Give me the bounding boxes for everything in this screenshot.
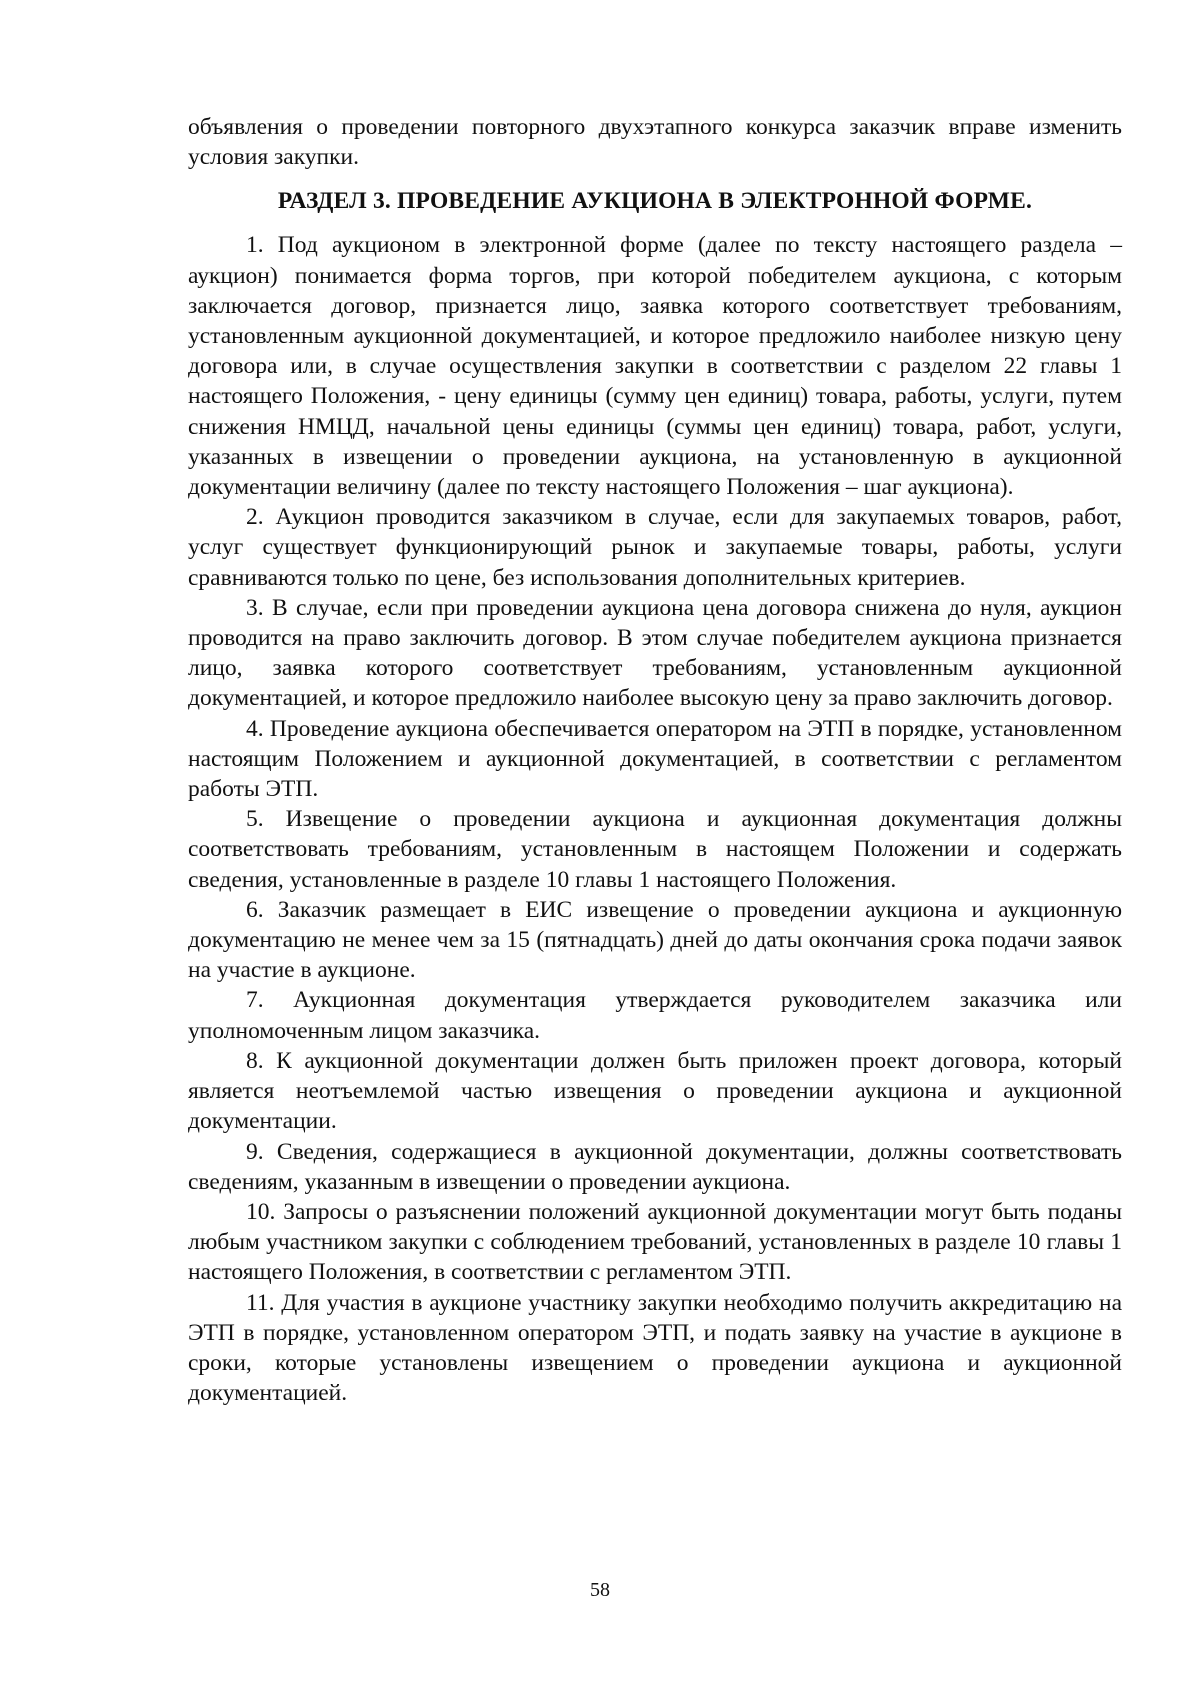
paragraph-4: 4. Проведение аукциона обеспечивается оператором на ЭТП в порядке, установленном настоящим Положением и аукционной документацией, в соответствии с регламентом работы ЭТП. [188, 715, 1122, 803]
paragraph-7: 7. Аукционная документация утверждается руководителем заказчика или уполномоченным лицом заказчика. [188, 987, 1122, 1044]
paragraph-9: 9. Сведения, содержащиеся в аукционной документации, должны соответствовать сведениям, указанным в извещении о проведении аукциона. [188, 1138, 1122, 1195]
section-heading: РАЗДЕЛ 3. ПРОВЕДЕНИЕ АУКЦИОНА В ЭЛЕКТРОННОЙ ФОРМЕ. [277, 188, 1033, 215]
paragraph-8: 8. К аукционной документации должен быть приложен проект договора, который является неотъемлемой частью извещения о проведении аукциона и аукционной документации. [188, 1047, 1122, 1135]
paragraph-10: 10. Запросы о разъяснении положений аукционной документации могут быть поданы любым участником закупки с соблюдением требований, установленных в разделе 10 главы 1 настоящего Положения, в соответствии с регламентом ЭТП. [188, 1198, 1122, 1286]
paragraph-6: 6. Заказчик размещает в ЕИС извещение о проведении аукциона и аукционную документацию не менее чем за 15 (пятнадцать) дней до даты окончания срока подачи заявок на участие в аукционе. [188, 896, 1122, 984]
document-page [188, 112, 1122, 1408]
paragraph-1: 1. Под аукционом в электронной форме (далее по тексту настоящего раздела – аукцион) понимается форма торгов, при которой победителем аукциона, с которым заключается договор, признается лицо, заявка которого соответствует требованиям, установленным аукционной документацией, и которое предложило наиболее низкую цену договора или, в случае осуществления закупки в соответствии с разделом 22 главы 1 настоящего Положения, - цену единицы (сумму цен единиц) товара, работы, услуги, путем снижения НМЦД, начальной цены единицы (суммы цен единиц) товара, работ, услуги, указанных в извещении о проведении аукциона, на установленную в аукционной документации величину (далее по тексту настоящего Положения – шаг аукциона). [188, 232, 1122, 501]
paragraph-5: 5. Извещение о проведении аукциона и аукционная документация должны соответствовать требованиям, установленным в настоящем Положении и содержать сведения, установленные в разделе 10 главы 1 настоящего Положения. [188, 806, 1122, 893]
paragraph-2: 2. Аукцион проводится заказчиком в случае, если для закупаемых товаров, работ, услуг существует функционирующий рынок и закупаемые товары, работы, услуги сравниваются только по цене, без использования дополнительных критериев. [188, 504, 1122, 591]
paragraph-11: 11. Для участия в аукционе участнику закупки необходимо получить аккредитацию на ЭТП в порядке, установленном оператором ЭТП, и подать заявку на участие в аукционе в сроки, которые установлены извещением о проведении аукциона и аукционной документацией. [188, 1289, 1122, 1407]
paragraph-3: 3. В случае, если при проведении аукциона цена договора снижена до нуля, аукцион проводится на право заключить договор. В этом случае победителем аукциона признается лицо, заявка которого соответствует требованиям, установленным аукционной документацией, и которое предложило наиболее высокую цену за право заключить договор. [188, 594, 1122, 712]
intro-paragraph: объявления о проведении повторного двухэтапного конкурса заказчик вправе изменить условия закупки. [188, 114, 1122, 171]
page-number: 58 [590, 1579, 610, 1601]
